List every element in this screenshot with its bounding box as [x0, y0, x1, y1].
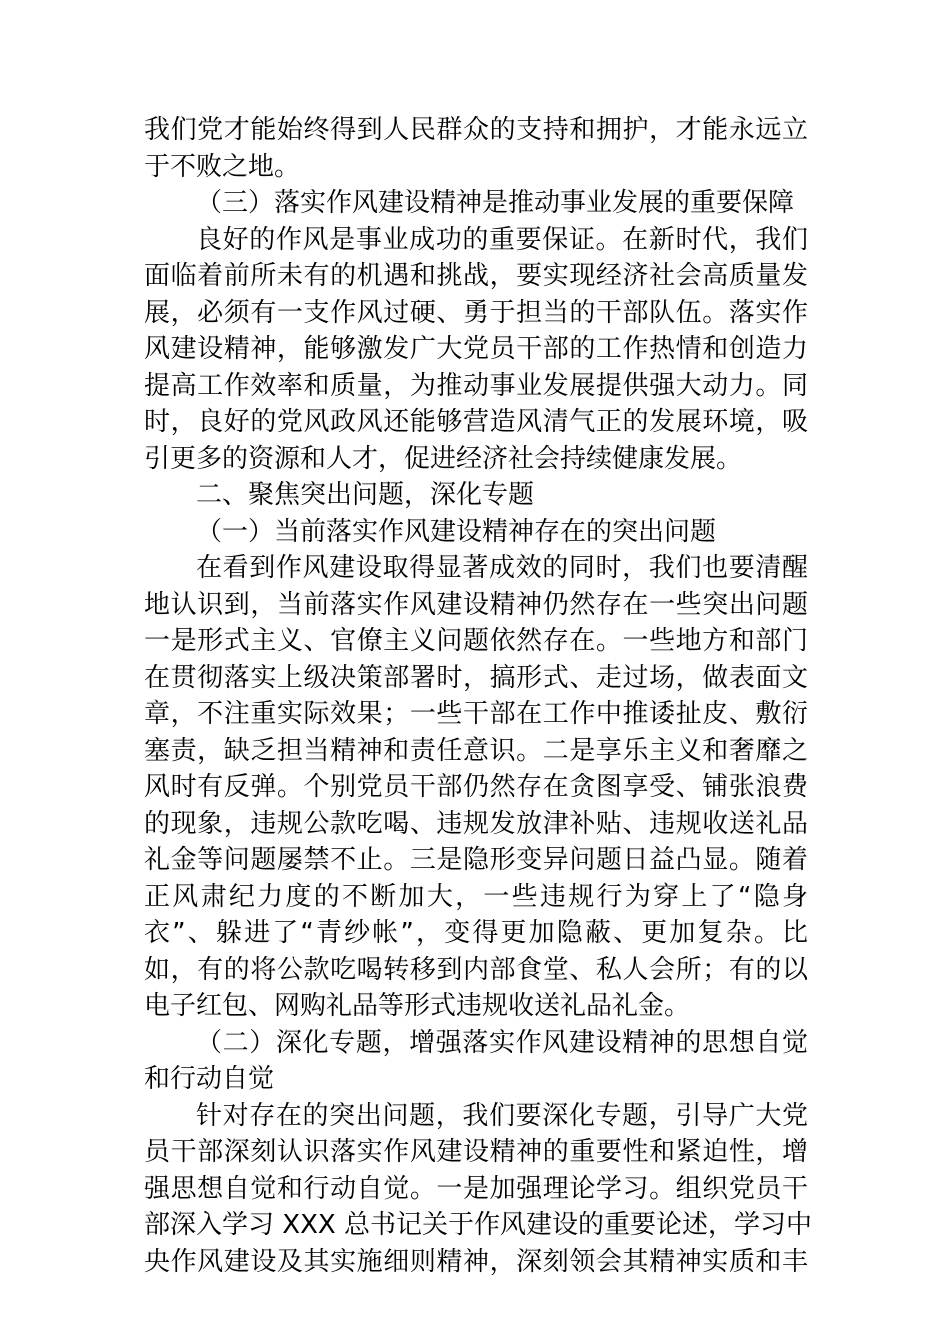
- paragraph-line: 塞责，缺乏担当精神和责任意识。二是享乐主义和奢靡之: [144, 735, 808, 766]
- paragraph-line: 我们党才能始终得到人民群众的支持和拥护，才能永远立: [144, 115, 808, 145]
- paragraph-line: 电子红包、网购礼品等形式违规收送礼品礼金。: [144, 991, 691, 1021]
- paragraph-line: 的现象，违规公款吃喝、违规发放津补贴、违规收送礼品: [144, 808, 808, 839]
- section-heading: （三）落实作风建设精神是推动事业发展的重要保障: [196, 188, 795, 218]
- paragraph-line: 风建设精神，能够激发广大党员干部的工作热情和创造力: [144, 334, 808, 364]
- paragraph-line: 时，良好的党风政风还能够营造风清气正的发展环境，吸: [144, 407, 808, 437]
- chapter-heading: 二、聚焦突出问题，深化专题: [196, 480, 535, 510]
- paragraph-line: 引更多的资源和人才，促进经济社会持续健康发展。: [144, 443, 743, 474]
- paragraph-line: 章，不注重实际效果；一些干部在工作中推诿扯皮、敷衍: [144, 699, 808, 729]
- paragraph-line: 良好的作风是事业成功的重要保证。在新时代，我们: [196, 224, 808, 255]
- paragraph-line: 正风肃纪力度的不断加大，一些违规行为穿上了“隐身: [144, 881, 808, 912]
- paragraph-line: 如，有的将公款吃喝转移到内部食堂、私人会所；有的以: [144, 954, 808, 985]
- paragraph-line: 部深入学习 XXX 总书记关于作风建设的重要论述，学习中: [144, 1210, 812, 1240]
- section-heading: （二）深化专题，增强落实作风建设精神的思想自觉: [196, 1027, 808, 1058]
- paragraph-line: 针对存在的突出问题，我们要深化专题，引导广大党: [196, 1100, 808, 1131]
- paragraph-line: 提高工作效率和质量，为推动事业发展提供强大动力。同: [144, 370, 808, 401]
- paragraph-line: 强思想自觉和行动自觉。一是加强理论学习。组织党员干: [144, 1173, 808, 1204]
- paragraph-line: 展，必须有一支作风过硬、勇于担当的干部队伍。落实作: [144, 297, 808, 328]
- paragraph-line: 一是形式主义、官僚主义问题依然存在。一些地方和部门: [144, 626, 808, 656]
- document-body: [144, 112, 812, 1280]
- paragraph-line: 在看到作风建设取得显著成效的同时，我们也要清醒: [196, 553, 808, 583]
- paragraph-line: 地认识到，当前落实作风建设精神仍然存在一些突出问题: [144, 589, 808, 620]
- section-heading-continued: 和行动自觉: [144, 1064, 275, 1094]
- paragraph-line: 风时有反弹。个别党员干部仍然存在贪图享受、铺张浪费: [144, 772, 808, 802]
- section-heading: （一）当前落实作风建设精神存在的突出问题: [196, 516, 717, 547]
- paragraph-line: 员干部深刻认识落实作风建设精神的重要性和紧迫性，增: [144, 1137, 808, 1167]
- paragraph-line: 央作风建设及其实施细则精神，深刻领会其精神实质和丰: [144, 1246, 808, 1277]
- paragraph-line: 面临着前所未有的机遇和挑战，要实现经济社会高质量发: [144, 261, 808, 291]
- paragraph-line: 在贯彻落实上级决策部署时，搞形式、走过场，做表面文: [144, 662, 808, 693]
- paragraph-line: 礼金等问题屡禁不止。三是隐形变异问题日益凸显。随着: [144, 845, 808, 875]
- paragraph-line: 衣”、躲进了“青纱帐”，变得更加隐蔽、更加复杂。比: [144, 918, 808, 948]
- paragraph-line: 于不败之地。: [144, 151, 301, 182]
